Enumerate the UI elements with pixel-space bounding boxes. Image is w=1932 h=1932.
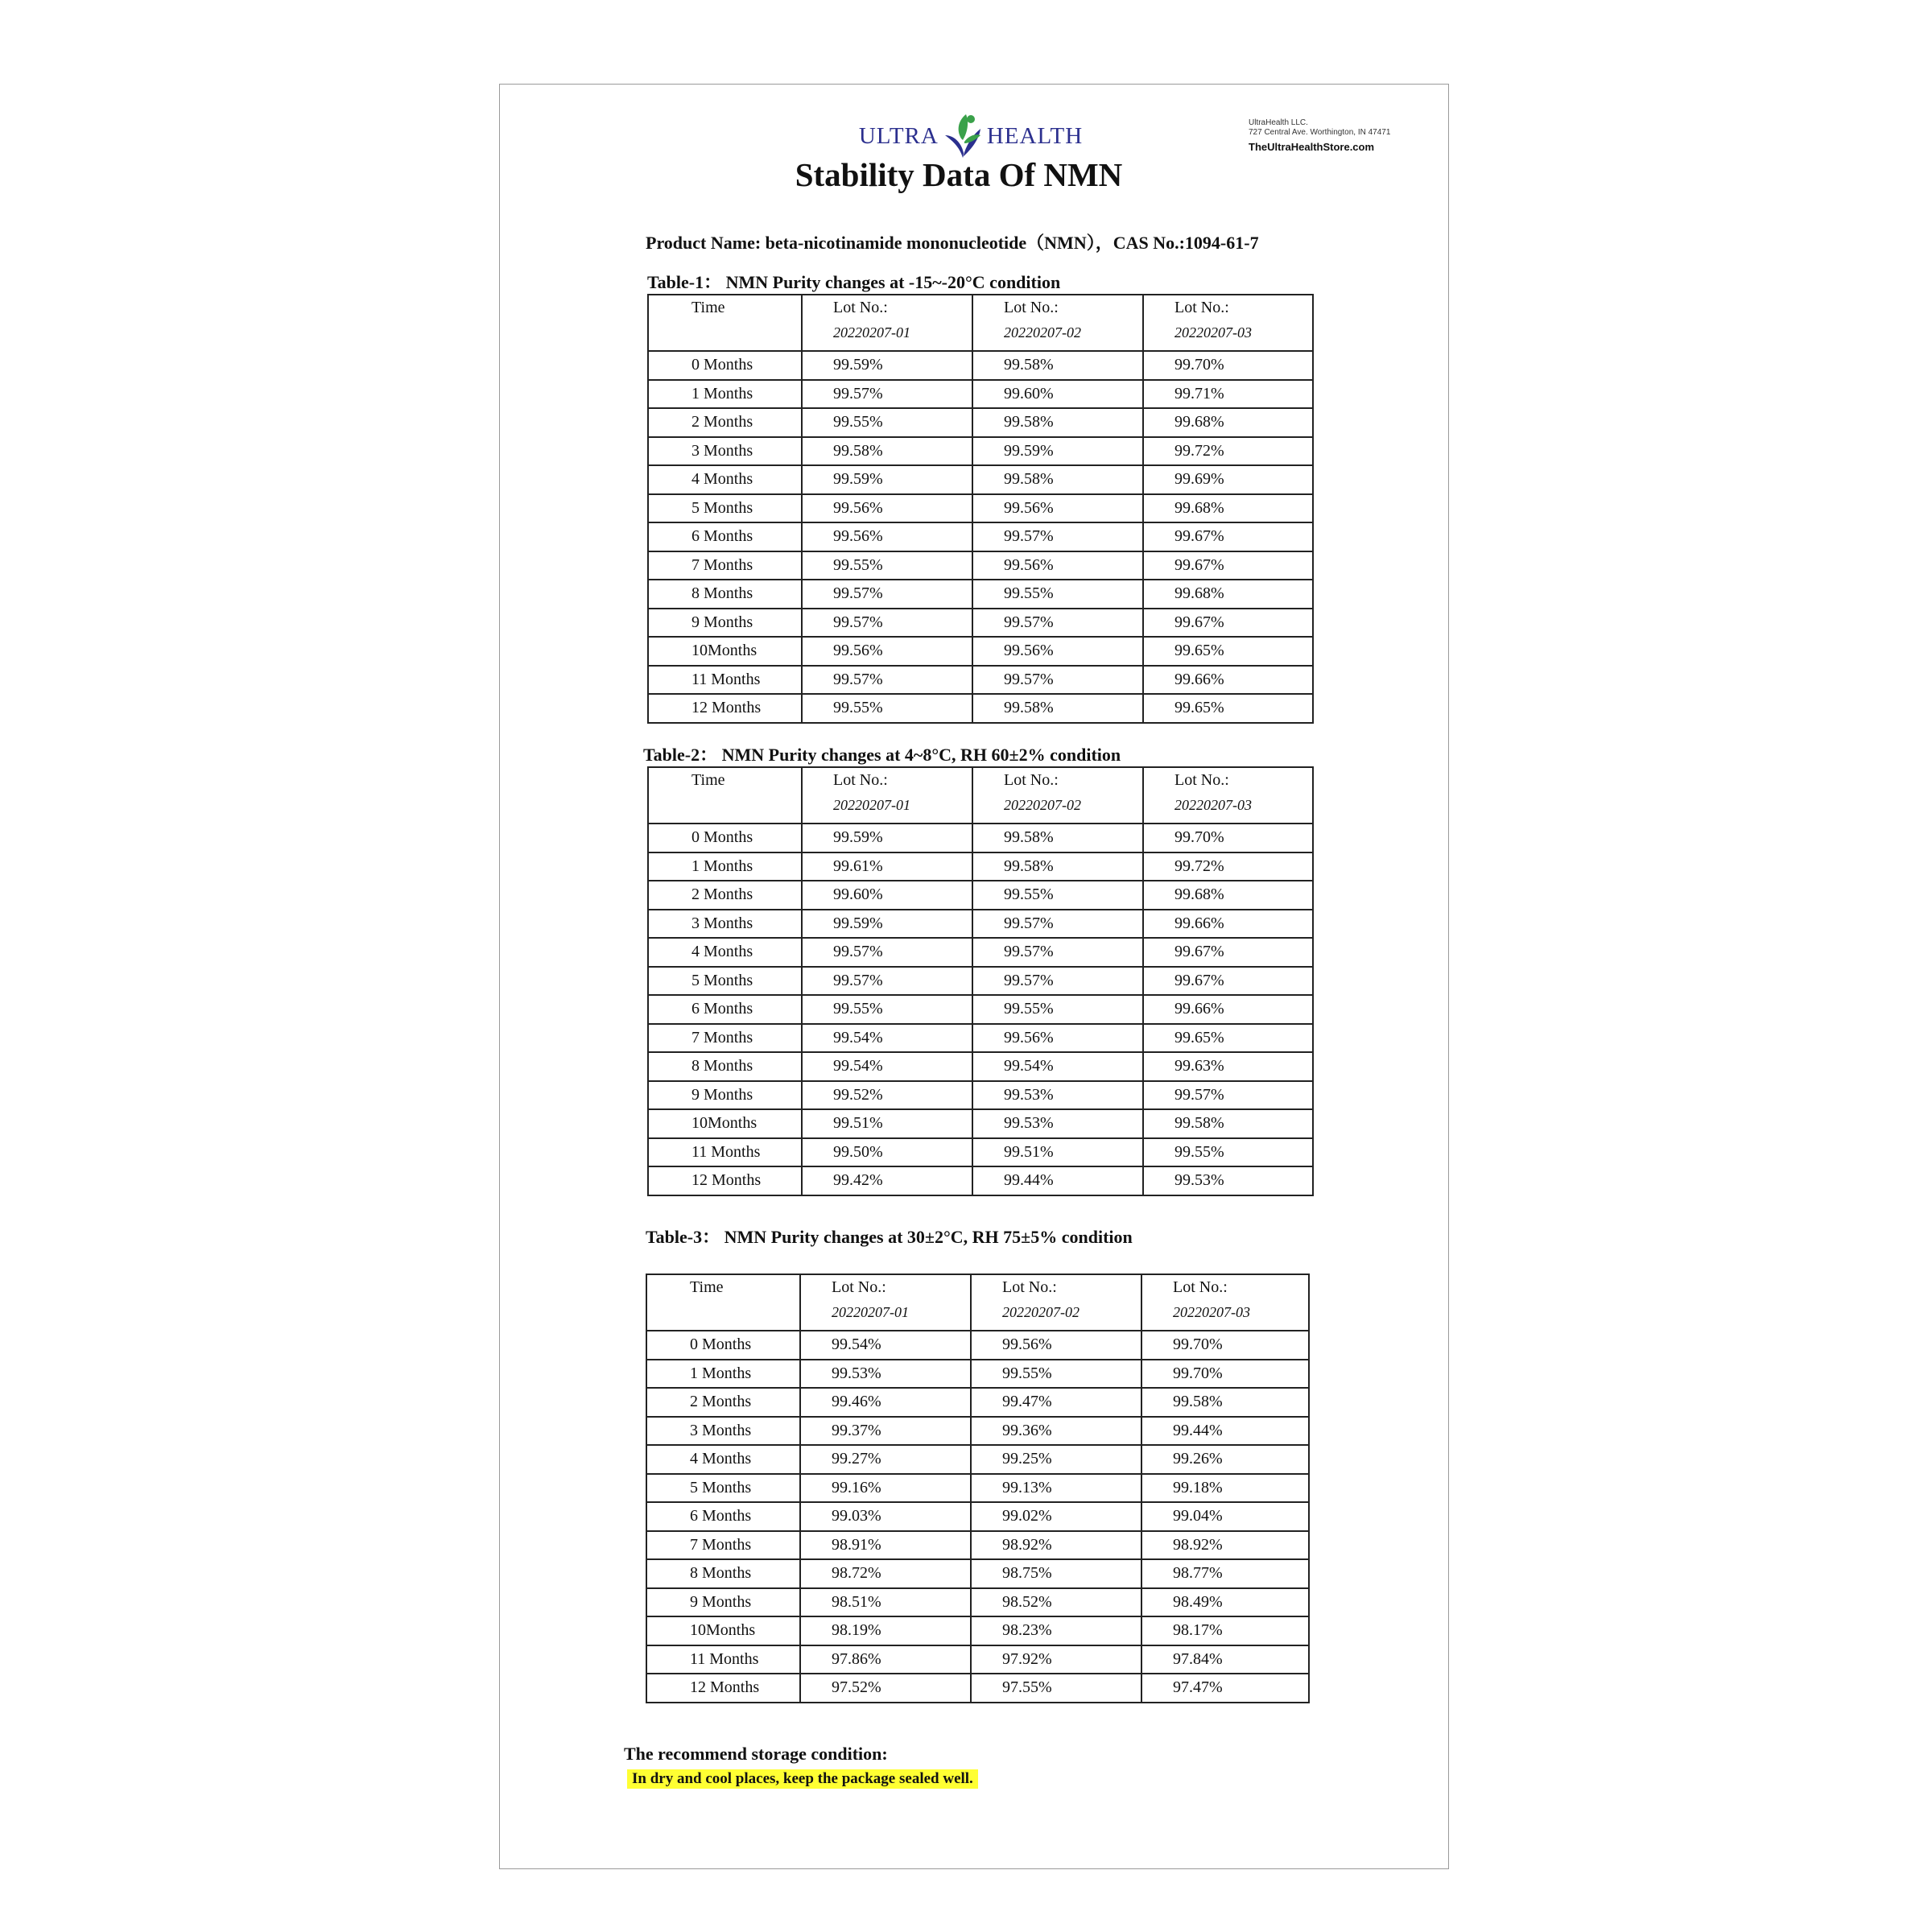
purity-cell: 99.59%: [802, 465, 972, 494]
time-header: [648, 767, 802, 824]
time-cell: 5 Months: [648, 967, 802, 996]
purity-cell: 99.59%: [972, 437, 1143, 466]
purity-cell: 99.70%: [1143, 351, 1313, 380]
purity-cell: 99.50%: [802, 1138, 972, 1167]
purity-cell: 99.65%: [1143, 1024, 1313, 1053]
purity-cell: 99.55%: [802, 995, 972, 1024]
table-row: [646, 1474, 1309, 1503]
lot-header: [1143, 295, 1313, 351]
lot-header: [800, 1274, 971, 1331]
purity-cell: 99.67%: [1143, 609, 1313, 638]
purity-cell: 99.53%: [1143, 1166, 1313, 1195]
purity-cell: 99.52%: [802, 1081, 972, 1110]
purity-cell: 99.68%: [1143, 494, 1313, 523]
purity-cell: 97.47%: [1141, 1674, 1309, 1703]
lot-number: 20220207-03: [1174, 797, 1252, 813]
purity-cell: 99.69%: [1143, 465, 1313, 494]
purity-cell: 99.51%: [972, 1138, 1143, 1167]
time-header-label: Time: [691, 299, 725, 316]
table-row: [648, 437, 1313, 466]
lot-number: 20220207-01: [832, 1304, 909, 1320]
purity-cell: 98.51%: [800, 1588, 971, 1617]
time-cell: 2 Months: [648, 881, 802, 910]
table-row: [646, 1331, 1309, 1360]
table-row: [648, 967, 1313, 996]
company-info: [1249, 118, 1434, 153]
purity-cell: 97.52%: [800, 1674, 971, 1703]
purity-cell: 99.72%: [1143, 437, 1313, 466]
purity-cell: 99.56%: [972, 637, 1143, 666]
time-cell: 9 Months: [648, 1081, 802, 1110]
company-website: TheUltraHealthStore.com: [1249, 141, 1375, 153]
lot-number: 20220207-03: [1173, 1304, 1250, 1320]
purity-cell: 99.57%: [802, 580, 972, 609]
purity-cell: 99.46%: [800, 1388, 971, 1417]
purity-cell: 99.68%: [1143, 580, 1313, 609]
table-header-row: [648, 295, 1313, 351]
logo-text-right: HEALTH: [986, 122, 1084, 149]
purity-cell: 99.18%: [1141, 1474, 1309, 1503]
purity-cell: 99.55%: [1143, 1138, 1313, 1167]
purity-cell: 99.26%: [1141, 1445, 1309, 1474]
purity-cell: 99.58%: [972, 408, 1143, 437]
time-cell: 0 Months: [646, 1331, 800, 1360]
table-row: [646, 1674, 1309, 1703]
purity-cell: 99.58%: [972, 852, 1143, 881]
purity-cell: 99.58%: [972, 824, 1143, 852]
purity-cell: 99.55%: [972, 995, 1143, 1024]
table-row: [648, 551, 1313, 580]
stability-table-3: [646, 1274, 1310, 1703]
purity-cell: 99.57%: [972, 666, 1143, 695]
purity-cell: 99.56%: [802, 494, 972, 523]
time-cell: 0 Months: [648, 824, 802, 852]
storage-instruction: In dry and cool places, keep the package sealed well.: [627, 1769, 978, 1789]
lot-number: 20220207-03: [1174, 324, 1252, 341]
lot-label: Lot No.:: [1002, 1278, 1057, 1296]
table-row: [648, 1109, 1313, 1138]
lot-header: [972, 767, 1143, 824]
lot-header: [802, 295, 972, 351]
purity-cell: 99.53%: [972, 1109, 1143, 1138]
time-header-label: Time: [691, 771, 725, 789]
stability-table-2: [647, 766, 1314, 1196]
purity-cell: 99.25%: [971, 1445, 1141, 1474]
time-header: [648, 295, 802, 351]
lot-number: 20220207-02: [1002, 1304, 1080, 1320]
table-row: [648, 694, 1313, 723]
purity-cell: 99.51%: [802, 1109, 972, 1138]
table-row: [648, 938, 1313, 967]
ultra-health-logo: [842, 110, 1100, 162]
purity-cell: 99.63%: [1143, 1052, 1313, 1081]
time-cell: 3 Months: [648, 910, 802, 939]
table-row: [648, 637, 1313, 666]
purity-cell: 98.91%: [800, 1531, 971, 1560]
page-title: Stability Data Of NMN: [795, 156, 1123, 193]
table-2-caption: Table-2： NMN Purity changes at 4~8°C, RH 60±2% condition: [643, 745, 1121, 765]
purity-cell: 99.59%: [802, 910, 972, 939]
purity-cell: 99.67%: [1143, 551, 1313, 580]
table-3-caption: Table-3： NMN Purity changes at 30±2°C, RH 75±5% condition: [646, 1227, 1133, 1247]
purity-cell: 99.57%: [802, 380, 972, 409]
lot-label: Lot No.:: [833, 771, 888, 789]
table-row: [648, 465, 1313, 494]
lot-label: Lot No.:: [1004, 771, 1059, 789]
time-cell: 12 Months: [648, 1166, 802, 1195]
time-cell: 0 Months: [648, 351, 802, 380]
purity-cell: 99.60%: [972, 380, 1143, 409]
leaf-person-icon: [942, 111, 984, 161]
purity-cell: 99.44%: [972, 1166, 1143, 1195]
purity-cell: 99.54%: [972, 1052, 1143, 1081]
lot-number: 20220207-02: [1004, 797, 1081, 813]
time-cell: 11 Months: [648, 666, 802, 695]
company-name: UltraHealth LLC.: [1249, 118, 1308, 127]
purity-cell: 99.57%: [802, 967, 972, 996]
table-row: [648, 494, 1313, 523]
table-row: [646, 1588, 1309, 1617]
purity-cell: 99.55%: [972, 881, 1143, 910]
lot-number: 20220207-01: [833, 797, 910, 813]
table-row: [648, 1138, 1313, 1167]
purity-cell: 99.57%: [972, 609, 1143, 638]
stability-table-1: [647, 294, 1314, 724]
time-cell: 8 Months: [646, 1559, 800, 1588]
purity-cell: 99.55%: [802, 694, 972, 723]
time-cell: 4 Months: [646, 1445, 800, 1474]
time-cell: 9 Months: [648, 609, 802, 638]
purity-cell: 97.84%: [1141, 1645, 1309, 1674]
time-cell: 1 Months: [646, 1360, 800, 1389]
time-header-label: Time: [690, 1278, 724, 1296]
purity-cell: 99.67%: [1143, 522, 1313, 551]
purity-cell: 99.65%: [1143, 637, 1313, 666]
lot-header: [971, 1274, 1141, 1331]
document-page: [499, 84, 1449, 1869]
purity-cell: 98.72%: [800, 1559, 971, 1588]
purity-cell: 98.49%: [1141, 1588, 1309, 1617]
purity-cell: 98.52%: [971, 1588, 1141, 1617]
table-header-row: [646, 1274, 1309, 1331]
purity-cell: 99.65%: [1143, 694, 1313, 723]
purity-cell: 99.57%: [802, 609, 972, 638]
time-cell: 12 Months: [648, 694, 802, 723]
time-cell: 4 Months: [648, 938, 802, 967]
purity-cell: 99.55%: [802, 408, 972, 437]
table-row: [648, 1024, 1313, 1053]
lot-number: 20220207-01: [833, 324, 910, 341]
purity-cell: 99.66%: [1143, 995, 1313, 1024]
time-cell: 1 Months: [648, 380, 802, 409]
purity-cell: 99.58%: [802, 437, 972, 466]
purity-cell: 99.42%: [802, 1166, 972, 1195]
time-cell: 8 Months: [648, 580, 802, 609]
time-cell: 11 Months: [648, 1138, 802, 1167]
purity-cell: 99.67%: [1143, 938, 1313, 967]
purity-cell: 99.58%: [1143, 1109, 1313, 1138]
purity-cell: 99.55%: [802, 551, 972, 580]
purity-cell: 99.57%: [972, 938, 1143, 967]
purity-cell: 97.55%: [971, 1674, 1141, 1703]
purity-cell: 99.13%: [971, 1474, 1141, 1503]
table-row: [646, 1417, 1309, 1446]
purity-cell: 99.54%: [800, 1331, 971, 1360]
purity-cell: 99.27%: [800, 1445, 971, 1474]
time-cell: 10Months: [646, 1616, 800, 1645]
time-cell: 6 Months: [648, 522, 802, 551]
lot-header: [1141, 1274, 1309, 1331]
table-row: [646, 1502, 1309, 1531]
purity-cell: 99.60%: [802, 881, 972, 910]
logo-text-left: ULTRA: [858, 122, 939, 149]
time-cell: 1 Months: [648, 852, 802, 881]
purity-cell: 99.57%: [1143, 1081, 1313, 1110]
purity-cell: 99.61%: [802, 852, 972, 881]
table-row: [648, 1052, 1313, 1081]
lot-header: [1143, 767, 1313, 824]
table-row: [646, 1360, 1309, 1389]
time-cell: 4 Months: [648, 465, 802, 494]
storage-heading: The recommend storage condition:: [624, 1744, 888, 1764]
table-row: [648, 380, 1313, 409]
purity-cell: 99.02%: [971, 1502, 1141, 1531]
purity-cell: 99.56%: [802, 637, 972, 666]
lot-header: [972, 295, 1143, 351]
purity-cell: 99.53%: [800, 1360, 971, 1389]
purity-cell: 99.04%: [1141, 1502, 1309, 1531]
table-row: [646, 1445, 1309, 1474]
purity-cell: 98.92%: [971, 1531, 1141, 1560]
purity-cell: 99.58%: [972, 694, 1143, 723]
table-row: [646, 1559, 1309, 1588]
purity-cell: 99.57%: [972, 967, 1143, 996]
purity-cell: 99.57%: [972, 910, 1143, 939]
purity-cell: 99.71%: [1143, 380, 1313, 409]
table-row: [648, 609, 1313, 638]
purity-cell: 99.59%: [802, 351, 972, 380]
lot-number: 20220207-02: [1004, 324, 1081, 341]
time-cell: 2 Months: [646, 1388, 800, 1417]
table-row: [648, 666, 1313, 695]
purity-cell: 99.58%: [1141, 1388, 1309, 1417]
purity-cell: 98.23%: [971, 1616, 1141, 1645]
purity-cell: 99.59%: [802, 824, 972, 852]
purity-cell: 98.75%: [971, 1559, 1141, 1588]
lot-label: Lot No.:: [1174, 771, 1229, 789]
time-cell: 5 Months: [648, 494, 802, 523]
table-row: [648, 881, 1313, 910]
purity-cell: 98.19%: [800, 1616, 971, 1645]
lot-header: [802, 767, 972, 824]
purity-cell: 99.56%: [971, 1331, 1141, 1360]
table-row: [648, 852, 1313, 881]
purity-cell: 97.92%: [971, 1645, 1141, 1674]
purity-cell: 99.57%: [802, 666, 972, 695]
purity-cell: 99.70%: [1141, 1360, 1309, 1389]
lot-label: Lot No.:: [832, 1278, 886, 1296]
time-cell: 7 Months: [648, 1024, 802, 1053]
purity-cell: 99.68%: [1143, 408, 1313, 437]
purity-cell: 99.56%: [972, 494, 1143, 523]
purity-cell: 99.36%: [971, 1417, 1141, 1446]
purity-cell: 99.58%: [972, 351, 1143, 380]
purity-cell: 99.57%: [972, 522, 1143, 551]
purity-cell: 99.54%: [802, 1052, 972, 1081]
purity-cell: 98.77%: [1141, 1559, 1309, 1588]
lot-label: Lot No.:: [1004, 299, 1059, 316]
table-row: [648, 522, 1313, 551]
time-cell: 9 Months: [646, 1588, 800, 1617]
table-1-caption: Table-1： NMN Purity changes at -15~-20°C condition: [647, 272, 1061, 292]
purity-cell: 99.03%: [800, 1502, 971, 1531]
purity-cell: 99.58%: [972, 465, 1143, 494]
purity-cell: 99.57%: [802, 938, 972, 967]
lot-label: Lot No.:: [1173, 1278, 1228, 1296]
time-cell: 3 Months: [646, 1417, 800, 1446]
purity-cell: 99.54%: [802, 1024, 972, 1053]
purity-cell: 97.86%: [800, 1645, 971, 1674]
purity-cell: 99.66%: [1143, 666, 1313, 695]
table-row: [648, 824, 1313, 852]
purity-cell: 99.16%: [800, 1474, 971, 1503]
purity-cell: 98.92%: [1141, 1531, 1309, 1560]
table-row: [648, 351, 1313, 380]
purity-cell: 99.72%: [1143, 852, 1313, 881]
purity-cell: 99.55%: [972, 580, 1143, 609]
purity-cell: 99.55%: [971, 1360, 1141, 1389]
table-row: [648, 1081, 1313, 1110]
table-row: [646, 1388, 1309, 1417]
purity-cell: 99.56%: [972, 551, 1143, 580]
purity-cell: 99.68%: [1143, 881, 1313, 910]
time-header: [646, 1274, 800, 1331]
table-row: [646, 1531, 1309, 1560]
purity-cell: 99.56%: [972, 1024, 1143, 1053]
purity-cell: 99.47%: [971, 1388, 1141, 1417]
company-address: 727 Central Ave. Worthington, IN 47471: [1249, 128, 1391, 137]
table-row: [648, 995, 1313, 1024]
purity-cell: 98.17%: [1141, 1616, 1309, 1645]
time-cell: 10Months: [648, 1109, 802, 1138]
time-cell: 3 Months: [648, 437, 802, 466]
time-cell: 10Months: [648, 637, 802, 666]
purity-cell: 99.44%: [1141, 1417, 1309, 1446]
table-row: [648, 910, 1313, 939]
table-row: [646, 1645, 1309, 1674]
purity-cell: 99.37%: [800, 1417, 971, 1446]
time-cell: 7 Months: [648, 551, 802, 580]
lot-label: Lot No.:: [1174, 299, 1229, 316]
purity-cell: 99.56%: [802, 522, 972, 551]
table-row: [646, 1616, 1309, 1645]
time-cell: 5 Months: [646, 1474, 800, 1503]
purity-cell: 99.70%: [1141, 1331, 1309, 1360]
purity-cell: 99.53%: [972, 1081, 1143, 1110]
time-cell: 8 Months: [648, 1052, 802, 1081]
time-cell: 2 Months: [648, 408, 802, 437]
time-cell: 6 Months: [646, 1502, 800, 1531]
purity-cell: 99.66%: [1143, 910, 1313, 939]
table-row: [648, 580, 1313, 609]
product-name-line: Product Name: beta-nicotinamide mononucleotide（NMN），CAS No.:1094-61-7: [646, 233, 1259, 253]
time-cell: 6 Months: [648, 995, 802, 1024]
time-cell: 12 Months: [646, 1674, 800, 1703]
time-cell: 11 Months: [646, 1645, 800, 1674]
table-row: [648, 1166, 1313, 1195]
table-row: [648, 408, 1313, 437]
purity-cell: 99.70%: [1143, 824, 1313, 852]
time-cell: 7 Months: [646, 1531, 800, 1560]
purity-cell: 99.67%: [1143, 967, 1313, 996]
table-header-row: [648, 767, 1313, 824]
lot-label: Lot No.:: [833, 299, 888, 316]
